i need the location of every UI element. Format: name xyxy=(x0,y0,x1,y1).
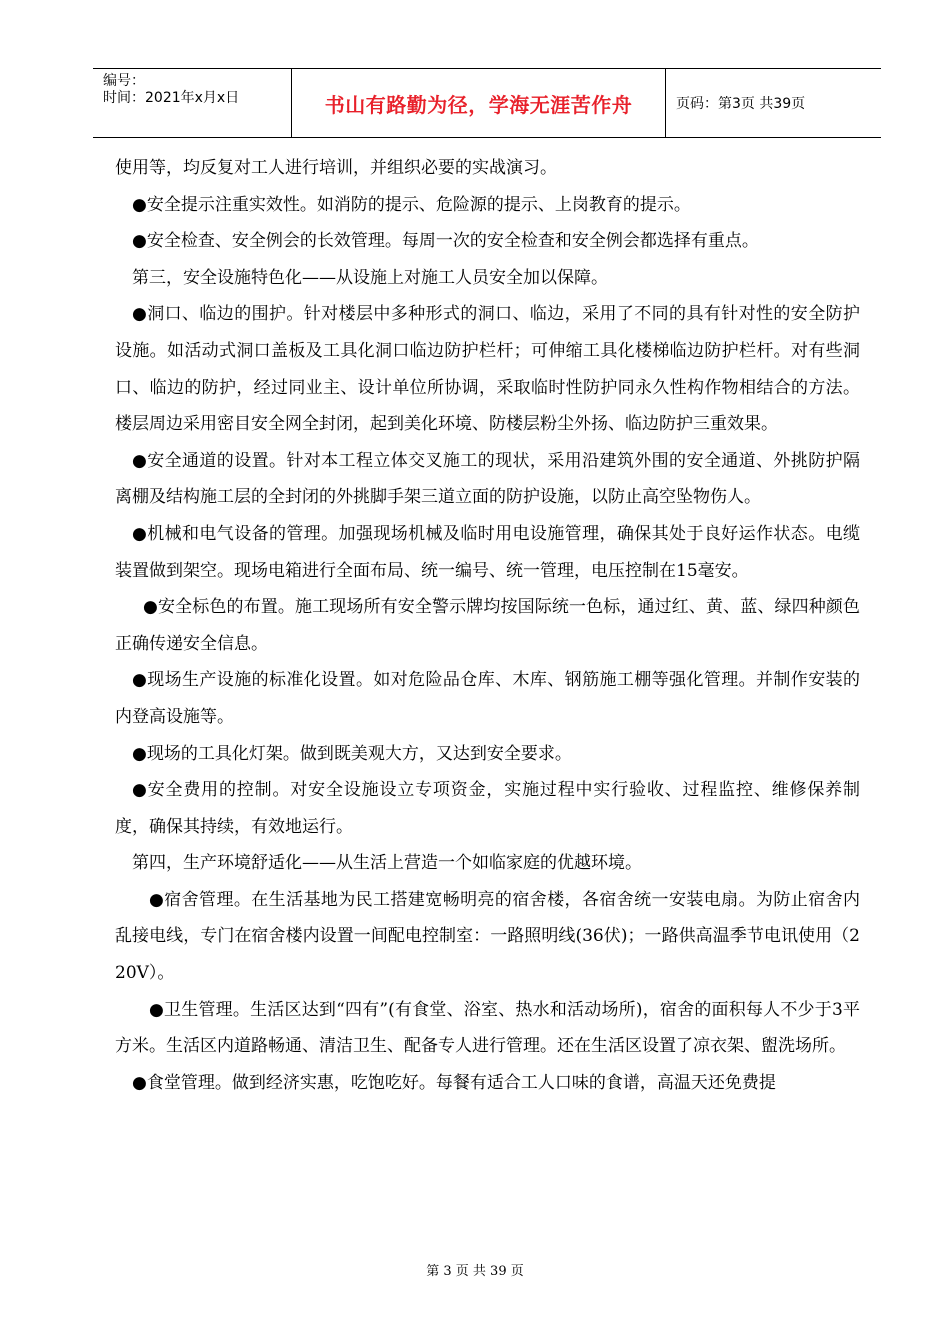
paragraph: 使用等，均反复对工人进行培训，并组织必要的实战演习。 xyxy=(115,158,557,178)
document-number-label: 编号： xyxy=(103,73,145,89)
page-header xyxy=(93,68,881,138)
page-footer: 第 3 页 共 39 页 xyxy=(426,1264,524,1279)
header-motto: 书山有路勤为径，学海无涯苦作舟 xyxy=(292,69,666,137)
header-meta-cell xyxy=(93,69,292,137)
paragraph: ●食堂管理。做到经济实惠，吃饱吃好。每餐有适合工人口味的食谱，高温天还免费提 xyxy=(132,1072,776,1093)
document-body xyxy=(115,150,860,1101)
paragraph: ●洞口、临边的围护。针对楼层中多种形式的洞口、临边，采用了不同的具有针对性的安全防护设施。如活动式洞口盖板及工具化洞口临边防护栏杆；可伸缩工具化楼梯临边防护栏杆。对有些洞口、临边的防护，经过同业主、设计单位所协调，采取临时性防护同永久性构作物相结合的方法。楼层周边采用密目安全网全封闭，起到美化环境、防楼层粉尘外扬、临边防护三重效果。 xyxy=(115,304,860,435)
header-page-number: 页码：第3页 共39页 xyxy=(676,96,806,112)
paragraph: ●现场生产设施的标准化设置。如对危险品仓库、木库、钢筋施工棚等强化管理。并制作安装的内登高设施等。 xyxy=(115,670,860,727)
paragraph: ●安全提示注重实效性。如消防的提示、危险源的提示、上岗教育的提示。 xyxy=(132,194,691,215)
paragraph: ●卫生管理。生活区达到“四有”(有食堂、浴室、热水和活动场所)，宿舍的面积每人不少于3平方米。生活区内道路畅通、清洁卫生、配备专人进行管理。还在生活区设置了凉衣架、盥洗场所。 xyxy=(115,999,860,1057)
paragraph: ●安全标色的布置。施工现场所有安全警示牌均按国际统一色标，通过红、黄、蓝、绿四种颜色正确传递安全信息。 xyxy=(115,597,860,654)
paragraph: ●机械和电气设备的管理。加强现场机械及临时用电设施管理，确保其处于良好运作状态。电缆装置做到架空。现场电箱进行全面布局、统一编号、统一管理，电压控制在15毫安。 xyxy=(115,523,860,581)
paragraph: ●安全费用的控制。对安全设施设立专项资金，实施过程中实行验收、过程监控、维修保养制度，确保其持续，有效地运行。 xyxy=(115,780,860,837)
paragraph: ●安全检查、安全例会的长效管理。每周一次的安全检查和安全例会都选择有重点。 xyxy=(132,231,759,252)
paragraph: ●宿舍管理。在生活基地为民工搭建宽畅明亮的宿舍楼，各宿舍统一安装电扇。为防止宿舍内乱接电线，专门在宿舍楼内设置一间配电控制室：一路照明线(36伏)；一路供高温季节电讯使用（220V）。 xyxy=(115,889,860,984)
paragraph: 第四，生产环境舒适化——从生活上营造一个如临家庭的优越环境。 xyxy=(132,853,642,874)
paragraph: ●现场的工具化灯架。做到既美观大方，又达到安全要求。 xyxy=(132,743,572,764)
paragraph: 第三，安全设施特色化——从设施上对施工人员安全加以保障。 xyxy=(132,267,608,288)
paragraph: ●安全通道的设置。针对本工程立体交叉施工的现状，采用沿建筑外围的安全通道、外挑防护隔离棚及结构施工层的全封闭的外挑脚手架三道立面的防护设施，以防止高空坠物伤人。 xyxy=(115,450,860,508)
document-time-label: 时间：2021年x月x日 xyxy=(103,90,240,106)
